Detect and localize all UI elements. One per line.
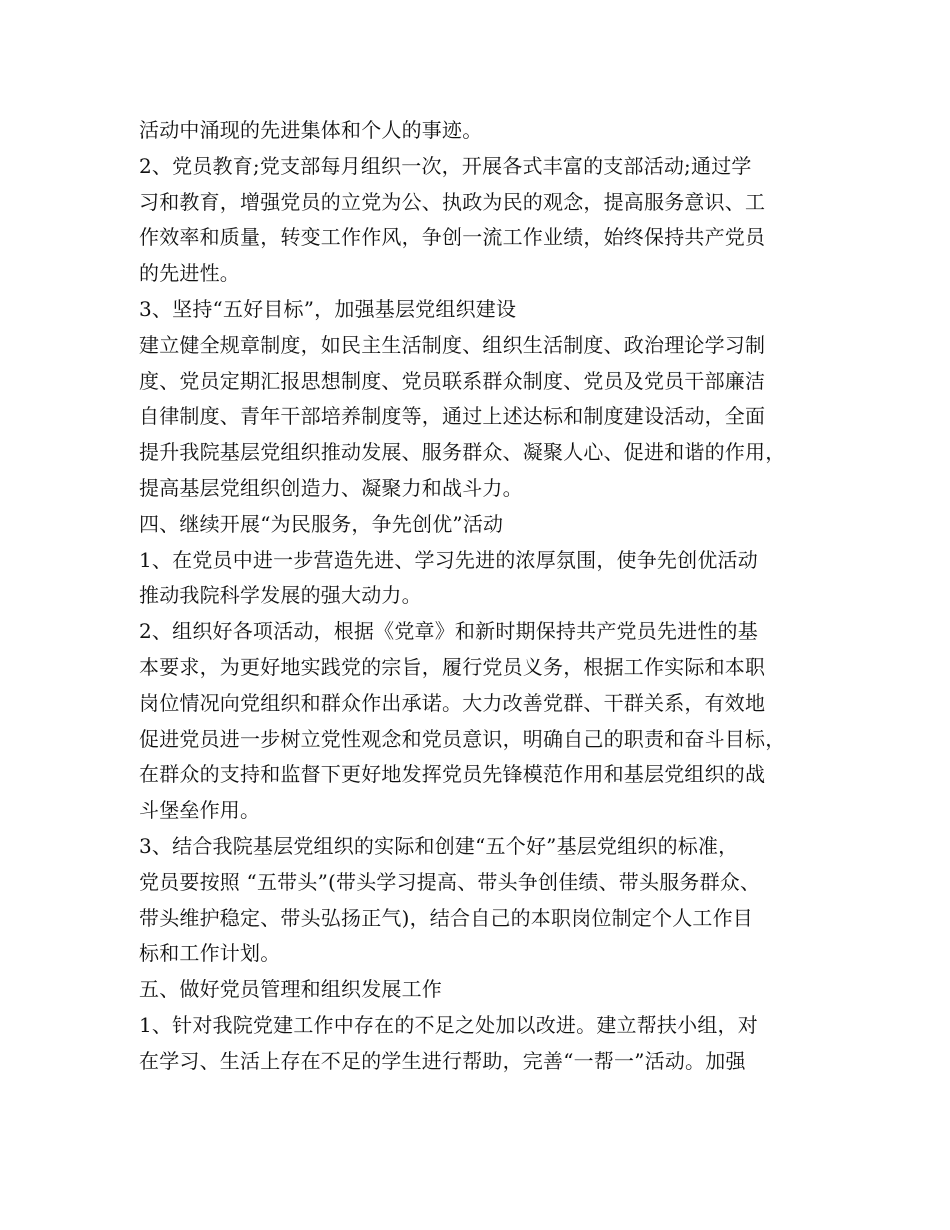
text-line: 1、在党员中进一步营造先进、学习先进的浓厚氛围，使争先创优活动 (139, 547, 758, 572)
document-body (139, 113, 829, 1080)
text-line: 2、组织好各项活动，根据《党章》和新时期保持共产党员先进性的基 (139, 619, 758, 644)
text-line: 3、结合我院基层党组织的实际和创建“五个好”基层党组织的标准， (139, 833, 739, 858)
text-line: 自律制度、青年干部培养制度等，通过上述达标和制度建设活动，全面 (139, 404, 766, 429)
text-line: 1、针对我院党建工作中存在的不足之处加以改进。建立帮扶小组，对 (139, 1012, 758, 1037)
text-line: 斗堡垒作用。 (139, 798, 261, 823)
text-line: 标和工作计划。 (139, 941, 281, 966)
text-line: 的先进性。 (139, 261, 240, 286)
text-line: 在群众的支持和监督下更好地发挥党员先锋模范作用和基层党组织的战 (139, 762, 766, 787)
text-line: 在学习、生活上存在不足的学生进行帮助，完善“一帮一”活动。加强 (139, 1048, 746, 1073)
text-line: 度、党员定期汇报思想制度、党员联系群众制度、党员及党员干部廉洁 (139, 368, 766, 393)
section-heading: 五、做好党员管理和组织发展工作 (139, 977, 442, 1002)
text-line: 本要求，为更好地实践党的宗旨，履行党员义务，根据工作实际和本职 (139, 654, 766, 679)
section-heading: 四、继续开展“为民服务，争先创优”活动 (139, 511, 504, 536)
text-line: 提高基层党组织创造力、凝聚力和战斗力。 (139, 475, 523, 500)
text-line: 党员要按照 “五带头”(带头学习提高、带头争创佳绩、带头服务群众、 (139, 869, 761, 894)
text-line: 促进党员进一步树立党性观念和党员意识，明确自己的职责和奋斗目标， (139, 726, 786, 751)
text-line: 2、党员教育;党支部每月组织一次，开展各式丰富的支部活动;通过学 (139, 153, 752, 178)
text-line: 带头维护稳定、带头弘扬正气)，结合自己的本职岗位制定个人工作目 (139, 905, 754, 930)
text-line: 建立健全规章制度，如民主生活制度、组织生活制度、政治理论学习制 (139, 332, 766, 357)
text-line: 习和教育，增强党员的立党为公、执政为民的观念，提高服务意识、工 (139, 189, 766, 214)
section-heading: 3、坚持“五好目标”，加强基层党组织建设 (139, 296, 517, 321)
text-line: 活动中涌现的先进集体和个人的事迹。 (139, 118, 483, 142)
text-line: 作效率和质量，转变工作作风，争创一流工作业绩，始终保持共产党员 (139, 225, 766, 250)
text-line: 提升我院基层党组织推动发展、服务群众、凝聚人心、促进和谐的作用， (139, 440, 786, 465)
text-line: 岗位情况向党组织和群众作出承诺。大力改善党群、干群关系，有效地 (139, 690, 766, 715)
text-line: 推动我院科学发展的强大动力。 (139, 583, 422, 608)
